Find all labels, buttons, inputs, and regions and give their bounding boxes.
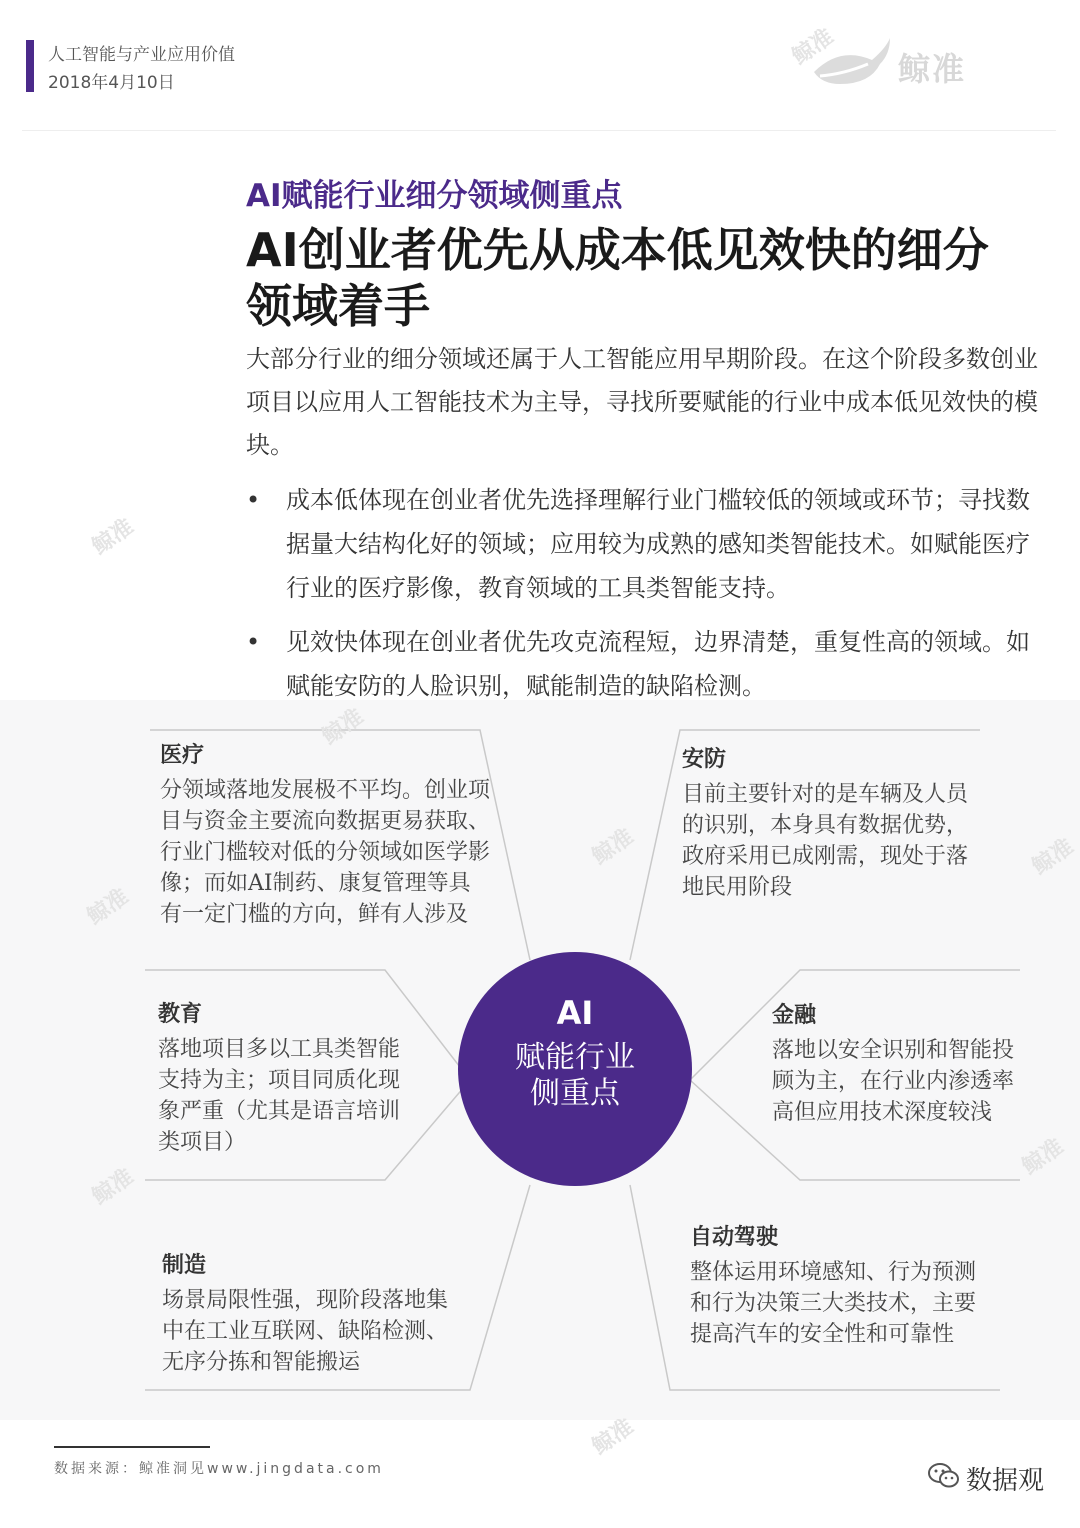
sector-heading: 教育 xyxy=(158,1002,203,1027)
data-source: 数据来源：鲸准洞见www.jingdata.com xyxy=(54,1461,384,1477)
sector-text: 目前主要针对的是车辆及人员的识别，本身具有数据优势，政府采用已成刚需，现处于落地民用阶段 xyxy=(682,782,969,900)
center-line-1: 赋能行业 xyxy=(515,1040,635,1075)
footer-divider xyxy=(54,1446,210,1448)
watermark: 鲸准 xyxy=(787,24,839,71)
header-accent-bar xyxy=(26,40,34,92)
sector-heading: 安防 xyxy=(682,747,727,772)
watermark: 鲸准 xyxy=(87,514,139,561)
section-subtitle: AI赋能行业细分领域侧重点 xyxy=(246,178,623,214)
sector-heading: 金融 xyxy=(772,1003,817,1028)
sector-text: 场景局限性强，现阶段落地集中在工业互联网、缺陷检测、无序分拣和智能搬运 xyxy=(162,1288,449,1375)
bullet-text: 成本低体现在创业者优先选择理解行业门槛较低的领域或环节；寻找数据量大结构化好的领域；应用较为成熟的感知类智能技术。如赋能医疗行业的医疗影像，教育领域的工具类智能支持。 xyxy=(286,486,1030,602)
list-item xyxy=(246,620,1046,708)
center-circle xyxy=(458,952,692,1186)
page-title: AI创业者优先从成本低见效快的细分领域着手 xyxy=(246,223,989,333)
sector-diagram xyxy=(0,700,1080,1461)
center-ai-label: AI xyxy=(556,994,594,1032)
logo-text: 鲸准 xyxy=(898,50,967,88)
header-date: 2018年4月10日 xyxy=(48,73,175,93)
watermark: 鲸准 xyxy=(317,704,369,751)
sector-heading: 医疗 xyxy=(160,743,205,768)
bullet-text: 见效快体现在创业者优先攻克流程短，边界清楚，重复性高的领域。如赋能安防的人脸识别，赋能制造的缺陷检测。 xyxy=(286,628,1030,700)
watermark: 鲸准 xyxy=(587,824,639,871)
header-title: 人工智能与产业应用价值 xyxy=(48,45,235,65)
wechat-icon xyxy=(928,1462,960,1490)
center-label xyxy=(458,1040,692,1112)
intro-paragraph: 大部分行业的细分领域还属于人工智能应用早期阶段。在这个阶段多数创业项目以应用人工智能技术为主导，寻找所要赋能的行业中成本低见效快的模块。 xyxy=(246,345,1038,459)
sector-security xyxy=(682,742,978,903)
sector-medical xyxy=(160,738,490,930)
watermark: 鲸准 xyxy=(587,1414,639,1461)
sector-autonomous-driving xyxy=(690,1220,986,1350)
sector-heading: 制造 xyxy=(162,1253,207,1278)
sector-text: 落地项目多以工具类智能支持为主；项目同质化现象严重（尤其是语言培训类项目） xyxy=(158,1037,401,1155)
sector-heading: 自动驾驶 xyxy=(690,1225,779,1250)
sector-text: 落地以安全识别和智能投顾为主，在行业内渗透率高但应用技术深度较浅 xyxy=(772,1038,1015,1125)
list-item xyxy=(246,478,1046,610)
sector-text: 分领域落地发展极不平均。创业项目与资金主要流向数据更易获取、行业门槛较对低的分领域如医学影像；而如AI制药、康复管理等具有一定门槛的方向，鲜有人涉及 xyxy=(160,778,491,927)
sector-finance xyxy=(772,998,1022,1128)
watermark: 鲸准 xyxy=(1027,834,1079,881)
bullet-dot: • xyxy=(246,486,261,514)
bullet-list xyxy=(246,478,1046,718)
sector-education xyxy=(158,997,406,1158)
sector-text: 整体运用环境感知、行为预测和行为决策三大类技术，主要提高汽车的安全性和可靠性 xyxy=(690,1260,977,1347)
sector-manufacturing xyxy=(162,1248,462,1378)
wechat-account xyxy=(928,1456,1068,1500)
center-line-2: 侧重点 xyxy=(530,1076,620,1111)
bullet-dot: • xyxy=(246,628,261,656)
watermark: 鲸准 xyxy=(87,1164,139,1211)
watermark: 鲸准 xyxy=(1017,1134,1069,1181)
wechat-account-name: 数据观 xyxy=(966,1466,1045,1496)
watermark: 鲸准 xyxy=(82,884,134,931)
